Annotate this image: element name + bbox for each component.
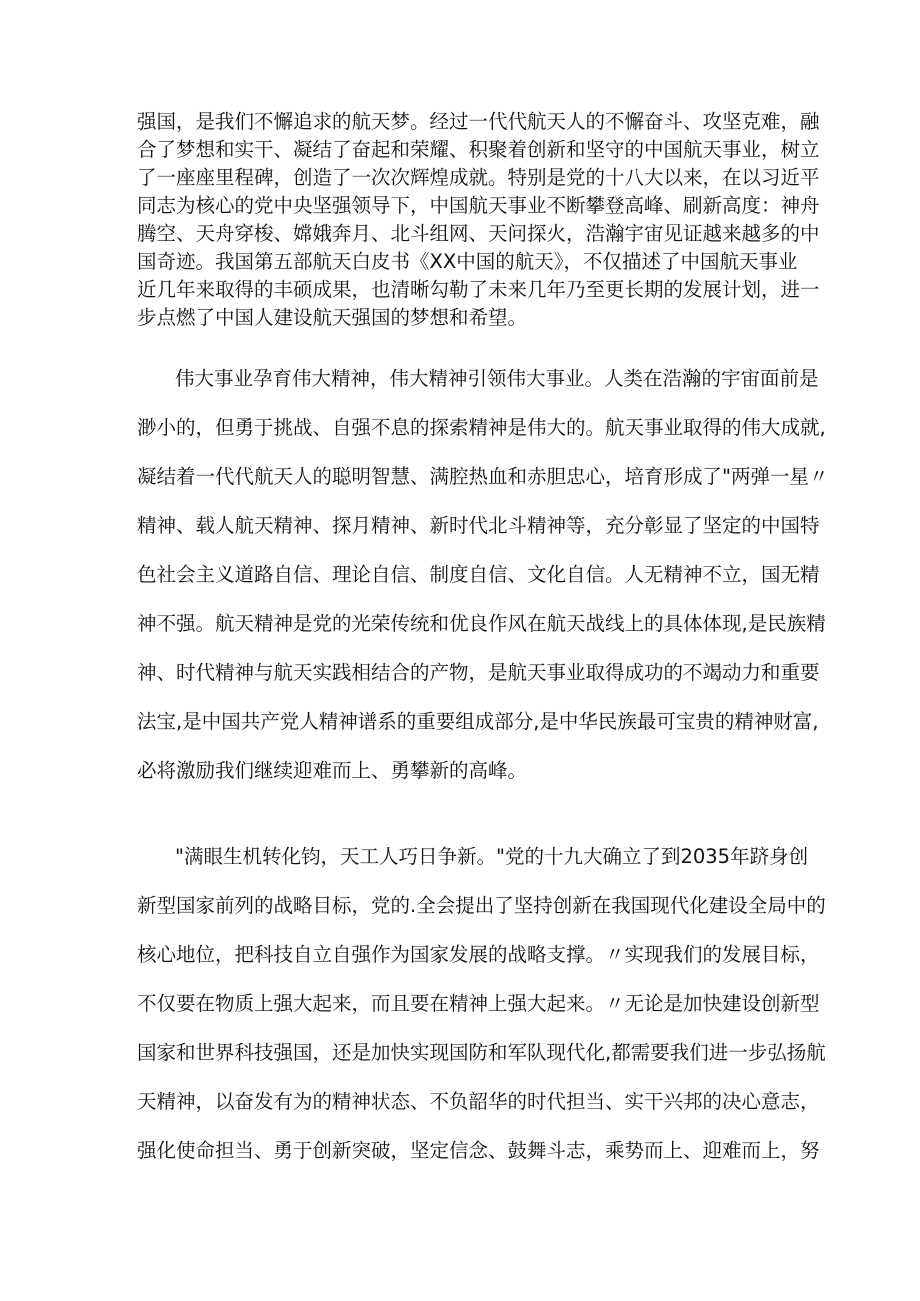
text-line: "满眼生机转化钧，天工人巧日争新。"党的十九大确立了到2035年跻身创 xyxy=(175,845,809,868)
text-line: 不仅要在物质上强大起来，而且要在精神上强大起来。〃无论是加快建设创新型 xyxy=(137,992,820,1015)
text-line: 强化使命担当、勇于创新突破，坚定信念、鼓舞斗志，乘势而上、迎难而上，努 xyxy=(137,1139,820,1162)
text-line: 核心地位，把科技自立自强作为国家发展的战略支撑。〃实现我们的发展目标， xyxy=(137,943,820,966)
text-line: 新型国家前列的战略目标，党的.全会提出了坚持创新在我国现代化建设全局中的 xyxy=(137,894,826,917)
text-line: 同志为核心的党中央坚强领导下，中国航天事业不断攀登高峰、刷新高度：神舟 xyxy=(137,194,820,217)
paragraph-3 xyxy=(137,844,826,1187)
text-line: 渺小的，但勇于挑战、自强不息的探索精神是伟大的。航天事业取得的伟大成就, xyxy=(137,416,826,439)
text-line: 伟大事业孕育伟大精神，伟大精神引领伟大事业。人类在浩瀚的宇宙面前是 xyxy=(175,367,819,390)
text-line: 腾空、天舟穿梭、嫦娥奔月、北斗组网、天问探火，浩瀚宇宙见证越来越多的中 xyxy=(137,222,820,245)
text-line: 国家和世界科技强国，还是加快实现国防和军队现代化,都需要我们进一步弘扬航 xyxy=(137,1041,826,1064)
text-line: 近几年来取得的丰硕成果，也清晰勾勒了未来几年乃至更长期的发展计划，进一 xyxy=(137,278,820,301)
text-line: 国奇迹。我国第五部航天白皮书《XX中国的航天》，不仅描述了中国航天事业 xyxy=(137,250,798,273)
text-line: 精神、载人航天精神、探月精神、新时代北斗精神等，充分彰显了坚定的中国特 xyxy=(137,514,820,537)
text-line: 法宝,是中国共产党人精神谱系的重要组成部分,是中华民族最可宝贵的精神财富, xyxy=(137,710,819,733)
text-line: 必将激励我们继续迎难而上、勇攀新的高峰。 xyxy=(137,759,528,782)
text-line: 神、时代精神与航天实践相结合的产物，是航天事业取得成功的不竭动力和重要 xyxy=(137,661,820,684)
text-line: 天精神，以奋发有为的精神状态、不负韶华的时代担当、实干兴邦的决心意志， xyxy=(137,1090,820,1113)
text-line: 色社会主义道路自信、理论自信、制度自信、文化自信。人无精神不立，国无精 xyxy=(137,563,820,586)
text-line: 凝结着一代代航天人的聪明智慧、满腔热血和赤胆忠心，培育形成了"两弹一星〃 xyxy=(137,465,829,488)
text-line: 合了梦想和实干、凝结了奋起和荣耀、积聚着创新和坚守的中国航天事业，树立 xyxy=(137,138,820,161)
text-line: 步点燃了中国人建设航天强国的梦想和希望。 xyxy=(137,306,528,329)
text-line: 了一座座里程碑，创造了一次次辉煌成就。特别是党的十八大以来，在以习近平 xyxy=(137,166,820,189)
paragraph-1 xyxy=(137,109,820,333)
text-line: 神不强。航天精神是党的光荣传统和优良作风在航天战线上的具体体现,是民族精 xyxy=(137,612,826,635)
text-line: 强国，是我们不懈追求的航天梦。经过一代代航天人的不懈奋斗、攻坚克难，融 xyxy=(137,110,820,133)
paragraph-2 xyxy=(137,366,829,807)
